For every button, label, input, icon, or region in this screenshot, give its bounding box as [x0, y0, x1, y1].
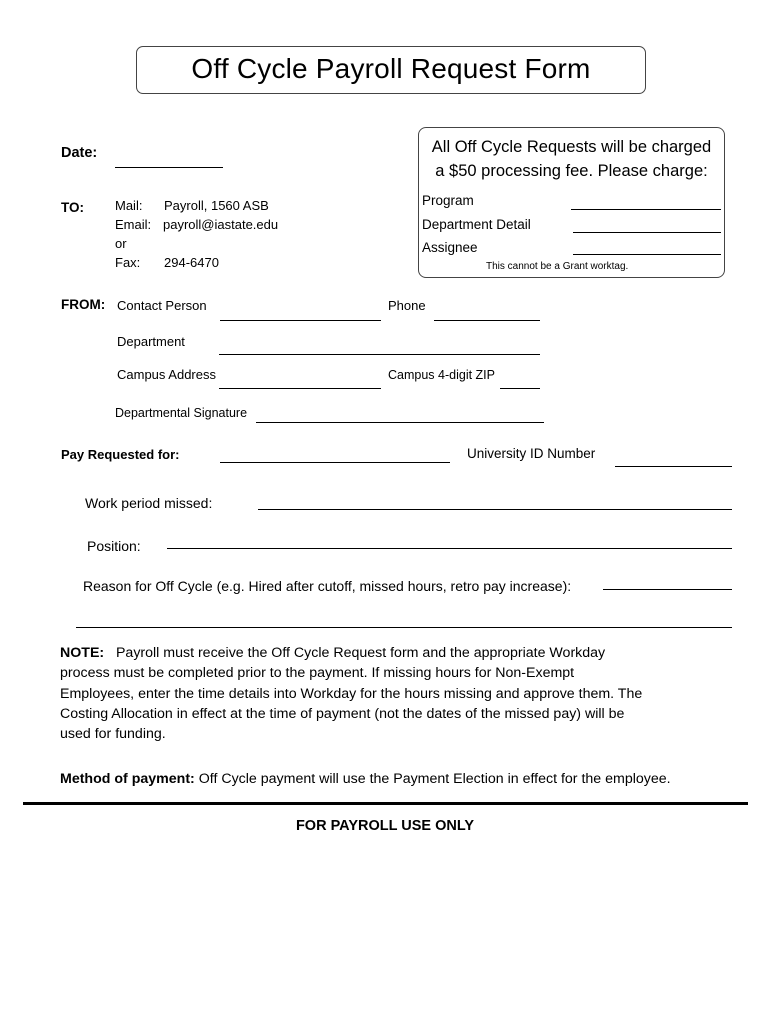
department-detail-label: Department Detail: [422, 217, 531, 232]
assignee-label: Assignee: [422, 240, 478, 255]
reason-field[interactable]: [603, 589, 732, 590]
reason-label: Reason for Off Cycle (e.g. Hired after cutoff, missed hours, retro pay increase):: [83, 578, 572, 594]
campus-zip-label: Campus 4-digit ZIP: [388, 368, 495, 382]
note-paragraph: [60, 643, 720, 744]
work-period-field[interactable]: [258, 509, 732, 510]
method-of-payment: [60, 771, 671, 787]
campus-address-field[interactable]: [219, 388, 381, 389]
position-label: Position:: [87, 538, 141, 554]
note-line-5: used for funding.: [60, 726, 166, 743]
departmental-signature-label: Departmental Signature: [115, 406, 248, 420]
university-id-field[interactable]: [615, 466, 732, 467]
departmental-signature-field[interactable]: [256, 422, 544, 423]
program-field[interactable]: [571, 209, 721, 210]
note-label: NOTE:: [60, 645, 105, 661]
from-label: FROM:: [61, 297, 106, 312]
contact-person-field[interactable]: [220, 320, 381, 321]
fee-line-2: a $50 processing fee. Please charge:: [435, 162, 708, 180]
date-field[interactable]: [115, 167, 223, 168]
or-text: or: [115, 236, 127, 251]
phone-field[interactable]: [434, 320, 540, 321]
method-label: Method of payment:: [60, 771, 195, 787]
reason-field-continued[interactable]: [76, 627, 732, 628]
mail-key: Mail:: [115, 198, 143, 213]
university-id-label: University ID Number: [467, 446, 596, 461]
mail-address: Payroll, 1560 ASB: [164, 198, 269, 213]
section-divider: [23, 802, 748, 805]
to-label: TO:: [61, 200, 84, 215]
email-address[interactable]: payroll@iastate.edu: [163, 217, 279, 232]
payroll-use-only-heading: FOR PAYROLL USE ONLY: [295, 818, 475, 834]
grant-worktag-note: This cannot be a Grant worktag.: [486, 261, 629, 272]
position-field[interactable]: [167, 548, 732, 549]
program-label: Program: [422, 193, 474, 208]
department-label: Department: [117, 334, 185, 349]
department-detail-field[interactable]: [573, 232, 721, 233]
work-period-label: Work period missed:: [85, 495, 213, 511]
fax-number: 294-6470: [164, 255, 219, 270]
note-line-1: Payroll must receive the Off Cycle Request form and the appropriate Workday: [115, 645, 606, 661]
fee-line-1: All Off Cycle Requests will be charged: [431, 138, 712, 156]
campus-address-label: Campus Address: [117, 367, 216, 382]
form-title: Off Cycle Payroll Request Form: [191, 53, 591, 84]
fax-key: Fax:: [115, 255, 141, 270]
method-text: Off Cycle payment will use the Payment Election in effect for the employee.: [198, 771, 671, 787]
pay-requested-for-field[interactable]: [220, 462, 450, 463]
contact-person-label: Contact Person: [117, 298, 207, 313]
title-box: [136, 46, 646, 94]
assignee-field[interactable]: [573, 254, 721, 255]
processing-fee-box: [418, 127, 725, 278]
department-field[interactable]: [219, 354, 540, 355]
note-line-2: process must be completed prior to the payment. If missing hours for Non-Exempt: [60, 665, 575, 682]
phone-label: Phone: [388, 298, 426, 313]
pay-requested-for-label: Pay Requested for:: [61, 447, 180, 462]
note-line-4: Costing Allocation in effect at the time of payment (not the dates of the missed pay) will be: [60, 705, 625, 722]
campus-zip-field[interactable]: [500, 388, 540, 389]
note-line-3: Employees, enter the time details into Workday for the hours missing and approve them. The: [60, 685, 643, 702]
email-key: Email:: [115, 217, 152, 232]
date-label: Date:: [61, 145, 98, 161]
